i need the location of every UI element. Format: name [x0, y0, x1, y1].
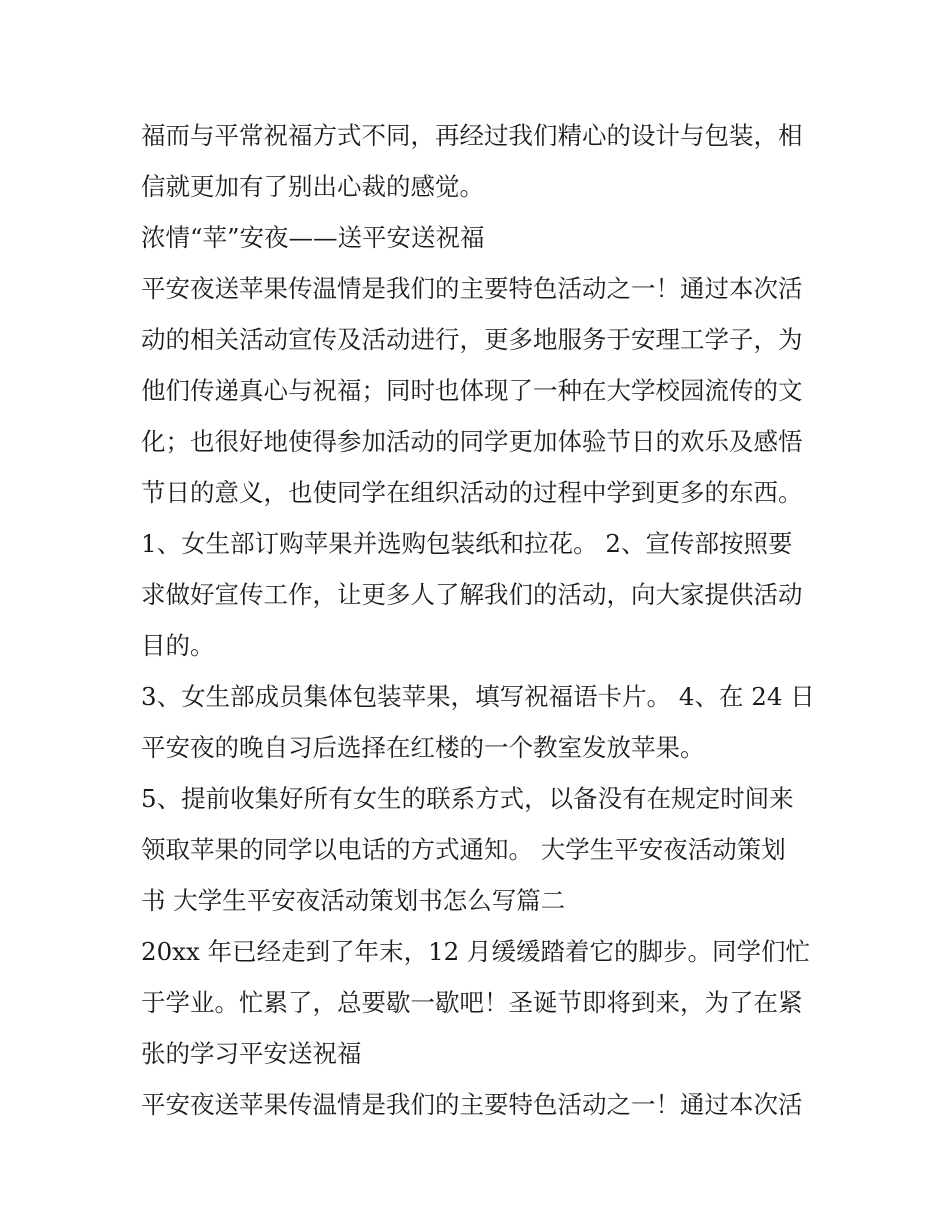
document-body [141, 110, 821, 1130]
list-item: 3、女生部成员集体包装苹果，填写祝福语卡片。 4、在 24 日 [141, 682, 815, 711]
text-line: 于学业。忙累了，总要歇一歇吧！圣诞节即将到来，为了在紧 [141, 988, 803, 1017]
text-line: 求做好宣传工作，让更多人了解我们的活动，向大家提供活动 [141, 580, 803, 609]
text-line: 节日的意义，也使同学在组织活动的过程中学到更多的东西。 [141, 478, 803, 507]
section-heading: 浓情“苹”安夜——送平安送祝福 [141, 223, 485, 252]
list-item: 5、提前收集好所有女生的联系方式，以备没有在规定时间来 [141, 784, 794, 813]
text-line: 目的。 [141, 631, 215, 660]
text-line: 化；也很好地使得参加活动的同学更加体验节日的欢乐及感悟 [141, 427, 803, 456]
text-line: 动的相关活动宣传及活动进行，更多地服务于安理工学子，为 [141, 325, 803, 354]
text-line: 张的学习平安送祝福 [141, 1039, 362, 1068]
text-line: 书 大学生平安夜活动策划书怎么写篇二 [141, 886, 566, 915]
list-item: 1、女生部订购苹果并选购包装纸和拉花。 2、宣传部按照要 [141, 529, 793, 558]
text-line: 领取苹果的同学以电话的方式通知。 大学生平安夜活动策划 [141, 835, 786, 864]
text-line: 20xx 年已经走到了年末，12 月缓缓踏着它的脚步。同学们忙 [141, 937, 811, 966]
text-line: 信就更加有了别出心裁的感觉。 [141, 172, 484, 201]
text-line: 他们传递真心与祝福；同时也体现了一种在大学校园流传的文 [141, 376, 803, 405]
text-line: 平安夜送苹果传温情是我们的主要特色活动之一！通过本次活 [141, 1090, 803, 1119]
text-line: 平安夜的晚自习后选择在红楼的一个教室发放苹果。 [141, 733, 705, 762]
text-line: 福而与平常祝福方式不同，再经过我们精心的设计与包装，相 [141, 121, 803, 150]
text-line: 平安夜送苹果传温情是我们的主要特色活动之一！通过本次活 [141, 274, 803, 303]
